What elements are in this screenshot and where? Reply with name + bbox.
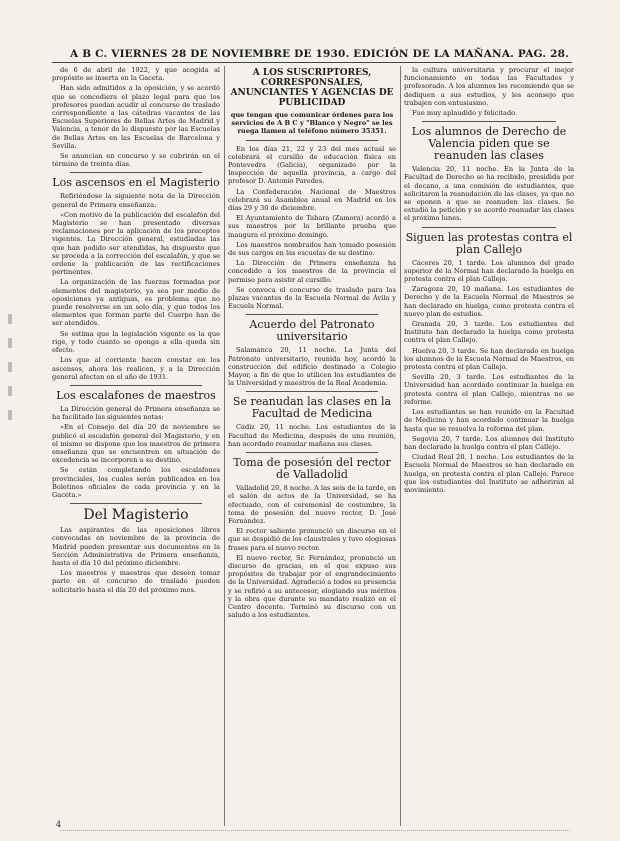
paragraph: Valladolid 20, 8 noche. A las seis de la tarde, en el salón de actos de la Universidad, se ha efectuado, con el ceremonial de costumbre, la toma de posesión del nuevo rector, D. José Fernández. [228, 484, 396, 525]
headline-notice: A LOS SUSCRIPTORES, CORRESPONSALES, ANUNCIANTES Y AGENCIAS DE PUBLICIDAD [230, 68, 394, 108]
headline-derecho-valencia: Los alumnos de Derecho de Valencia piden que se reanuden las clases [411, 125, 567, 163]
paragraph: Los estudiantes se han reunido en la Facultad de Medicina y han acordado continuar la huelga hasta que se resuelva la reforma del plan. [404, 408, 574, 433]
paragraph: En los días 21, 22 y 23 del mes actual se celebrará el cursillo de educación física en Pontevedra (Galicia), organizado por la Inspección de aquella provincia, a cargo del profesor D. Antonio Paredes. [228, 144, 396, 186]
paragraph: Ciudad Real 20, 1 noche. Los estudiantes de la Escuela Normal de Maestros se han declarado en huelga, en protesta contra el plan Callejo. Parece que los estudiantes del Instituto se adherirán al movimiento. [404, 453, 574, 494]
column-divider [224, 66, 225, 826]
paragraph: «En el Consejo del día 20 de noviembre se publicó el escalafón general del Magisterio, y en el mismo se dispone que los maestros de primera enseñanza que se encuentren en situación de excedencia se incorporen a su destino. [52, 423, 220, 465]
section-divider [422, 227, 556, 228]
paragraph: El rector saliente pronunció un discurso en el que se despidió de los claustrales y tuvo elogiosas frases para el nuevo rector. [228, 527, 396, 552]
section-divider [70, 385, 202, 386]
section-divider [246, 314, 378, 315]
column-divider [400, 66, 401, 826]
headline-toma-posesion: Toma de posesión del rector de Valladolid [233, 456, 391, 482]
masthead-rule [52, 62, 572, 63]
paragraph: Refiriéndose la siguiente nota de la Dirección general de Primera enseñanza: [52, 192, 220, 209]
paragraph: Se convoca el concurso de traslado para las plazas vacantes de la Escuela Normal de Ávila y Escuela Normal. [228, 285, 396, 311]
paragraph: Granada 20, 3 tarde. Los estudiantes del Instituto han declarado la huelga como protesta contra el plan Callejo. [404, 320, 574, 345]
paragraph: La organización de las fuerzas formadas por elementos del magisterio, ya sea por medio de oposiciones ya antiguas, es problema que no puede resolverse en un solo día, y que todos los elementos que forman parte del Cuerpo han de ser atendidos. [52, 278, 220, 328]
paragraph: El Ayuntamiento de Tabara (Zamora) acordó a sus maestros por la brillante prueba que inaugura el próximo domingo. [228, 214, 396, 239]
page-number: 4 [56, 820, 62, 829]
paragraph: La Dirección general de Primera enseñanza se ha facilitado las siguientes notas: [52, 404, 220, 422]
section-divider [246, 452, 378, 453]
headline-magisterio: Del Magisterio [83, 507, 189, 524]
paragraph: La Confederación Nacional de Maestros celebrará su Asamblea anual en Madrid en los días 29 y 30 de diciembre. [228, 187, 396, 213]
headline-medicina: Se reanudan las clases en la Facultad de Medicina [232, 395, 392, 421]
paragraph: la cultura universitaria y procurar el mejor funcionamiento en todas las Facultades y profesorado. A los alumnos les recomiendo que se dediquen a sus estudios, y les aconsejo que trabajen con entusiasmo. [404, 66, 574, 107]
bottom-rule [60, 830, 570, 832]
paragraph: Los que al corriente hacen constar en los ascensos, ahora los realicen, y a la Dirección general afectan en el año de 1931. [52, 356, 220, 381]
paragraph: Se estima que la legislación vigente es la que rige, y todo cuanto se oponga a ella queda sin efecto. [52, 329, 220, 355]
notice-text: que tengan que comunicar órdenes para los servicios de A B C y "Blanco y Negro" se les ruega llamen al teléfono número 35351. [230, 111, 394, 136]
column-3 [404, 66, 574, 836]
paragraph: Cáceres 20, 1 tarde. Los alumnos del grado superior de la Normal han declarado la huelga en protesta contra el plan Callejo. [404, 258, 574, 284]
paragraph: Zaragoza 20, 10 mañana. Los estudiantes de Derecho y de la Escuela Normal de Maestros se han declarado en huelga, como protesta contra el nuevo plan de estudios. [404, 285, 574, 318]
paragraph: Salamanca 20, 11 noche. La Junta del Patronato universitario, reunida hoy, acordó la construcción del edificio destinado a Colegio Mayor, a fin de que lo utilicen los estudiantes de la Universidad y maestros de la Real Academia. [228, 346, 396, 388]
masthead: A B C. VIERNES 28 DE NOVIEMBRE DE 1930. EDICIÓN DE LA MAÑANA. PAG. 28. [70, 48, 569, 60]
column-1 [52, 66, 220, 836]
binding-margin-marks [8, 300, 18, 560]
section-divider [246, 140, 378, 141]
paragraph: Se están completando los escalafones provinciales, los cuales serán publicados en los Boletines oficiales de cada provincia y en la Gaceta.» [52, 466, 220, 499]
paragraph: Los maestros y maestras que deseen tomar parte en el concurso de traslado pueden solicitarlo hasta el día 20 del próximo mes. [52, 569, 220, 594]
headline-escalafones: Los escalafones de maestros [56, 388, 216, 402]
section-divider [422, 121, 556, 122]
paragraph: Segovia 20, 7 tarde. Los alumnos del Instituto han declarado la huelga contra el plan Callejo. [404, 434, 574, 451]
headline-patronato: Acuerdo del Patronato universitario [249, 318, 375, 344]
paragraph: Los maestros nombrados han tomado posesión de sus cargos en las escuelas de su destino. [228, 240, 396, 258]
paragraph: El nuevo rector, Sr. Fernández, pronunció un discurso de gracias, en el que expuso sus propósitos de trabajar por el engrandecimiento de la Universidad. Agradeció a todos su presencia y se refirió a su antecesor, elogiando sus méritos y la obra que durante su mandato realizó en el Centro docente. Terminó su discurso con un saludo a los estudiantes. [228, 553, 396, 620]
paragraph: Huelva 20, 3 tarde. Se han declarado en huelga los alumnos de la Escuela Normal de Maestros, en protesta contra el plan Callejo. [404, 346, 574, 372]
paragraph: Fue muy aplaudido y felicitado. [412, 109, 518, 118]
section-divider [70, 172, 202, 173]
section-divider [70, 503, 202, 504]
paragraph: Valencia 20, 11 noche. En la Junta de la Facultad de Derecho se ha recibido, presidida por el decano, a una comisión de estudiantes, que solicitaron la reanudación de las clases, ya que no se oponen a que se reanuden las clases. Se estudió la petición y se acordó reanudar las clases el próximo lunes. [404, 165, 574, 223]
paragraph: Se anuncian en concurso y se cubrirán en el término de treinta días. [52, 152, 220, 169]
section-divider [246, 391, 378, 392]
paragraph: de 6 de abril de 1922, y que acogida al propósito se inserta en la Gaceta. [52, 66, 220, 83]
paragraph: Las aspirantes de las oposiciones libres convocadas en noviembre de la provincia de Madrid pueden presentar sus documentos en la Sección Administrativa de Primera enseñanza, hasta el día 10 del próximo diciembre. [52, 526, 220, 567]
headline-protestas-callejo: Siguen las protestas contra el plan Callejo [405, 230, 573, 256]
paragraph: Cádiz 20, 11 noche. Los estudiantes de la Facultad de Medicina, después de una reunión, han acordado reanudar mañana sus clases. [228, 423, 396, 448]
paragraph: La Dirección de Primera enseñanza ha concedido a los maestros de la provincia el permiso para asistir al cursillo. [228, 259, 396, 284]
column-2 [228, 66, 396, 836]
paragraph: «Con motivo de la publicación del escalafón del Magisterio se han presentado diversas reclamaciones por la aplicación de los preceptos vigentes. La Dirección general, estudiadas las que han podido ser atendidas, ha dispuesto que se proceda a la corrección del escalafón, y que se ordene la publicación de las rectificaciones pertinentes. [52, 210, 220, 277]
paragraph: Han sido admitidos a la oposición, y se acordó que se concediera el plazo legal para que los profesores puedan acudir al concurso de traslado correspondiente a las cátedras vacantes de las Escuelas Superiores de Bellas Artes de Madrid y Valencia, a tenor de lo dispuesto por las Escuelas de Bellas Artes en las Escuelas de Barcelona y Sevilla. [52, 84, 220, 150]
headline-ascensos: Los ascensos en el Magisterio [52, 176, 220, 190]
paragraph: Sevilla 20, 3 tarde. Los estudiantes de la Universidad han acordado continuar la huelga en protesta contra el plan Callejo, mientras no se reforme. [404, 373, 574, 406]
